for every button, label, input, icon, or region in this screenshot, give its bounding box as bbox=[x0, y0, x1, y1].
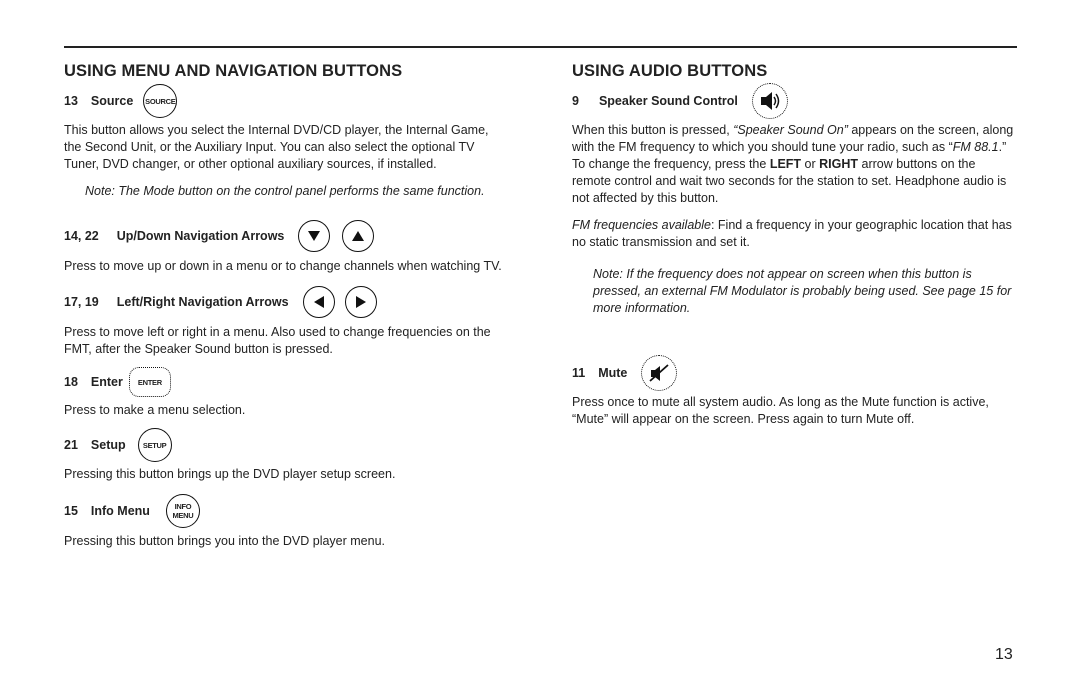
item-number: 17, 19 bbox=[64, 295, 99, 309]
info-icon-text: INFO bbox=[174, 502, 192, 511]
menu-icon-text: MENU bbox=[172, 511, 194, 520]
setup-button-icon bbox=[138, 428, 172, 462]
source-button-icon bbox=[143, 84, 177, 118]
item-label: Setup bbox=[90, 438, 126, 452]
mute-description: Press once to mute all system audio. As long as the Mute function is active, “Mute” will appear on the screen. Press again to turn Mute off. bbox=[572, 395, 989, 426]
setup-icon-text: SETUP bbox=[142, 440, 167, 450]
updown-heading bbox=[64, 218, 504, 254]
mute-heading bbox=[572, 355, 1017, 391]
item-number: 9 bbox=[572, 94, 579, 108]
menu-navigation-section bbox=[64, 60, 504, 550]
item-label: Source bbox=[90, 94, 134, 108]
item-number: 13 bbox=[64, 94, 78, 108]
page-number: 13 bbox=[995, 646, 1013, 663]
section-title-menu-navigation: USING MENU AND NAVIGATION BUTTONS bbox=[64, 62, 403, 80]
item-number: 18 bbox=[64, 375, 78, 389]
item-label: Enter bbox=[90, 375, 123, 389]
section-title-audio: USING AUDIO BUTTONS bbox=[572, 62, 768, 80]
item-label: Speaker Sound Control bbox=[598, 94, 738, 108]
item-number: 14, 22 bbox=[64, 229, 99, 243]
down-arrow-icon bbox=[298, 220, 330, 252]
leftright-heading bbox=[64, 284, 504, 320]
setup-description: Pressing this button brings up the DVD player setup screen. bbox=[64, 467, 396, 481]
speaker-note: Note: If the frequency does not appear on screen when this button is pressed, an external FM Modulator is probably being used. See page 15 for more information. bbox=[593, 267, 1012, 315]
speaker-icon bbox=[752, 83, 788, 119]
enter-icon-text: ENTER bbox=[137, 377, 162, 387]
item-label: Info Menu bbox=[90, 504, 150, 518]
left-arrow-icon bbox=[303, 286, 335, 318]
source-note: Note: The Mode button on the control panel performs the same function. bbox=[85, 184, 485, 198]
source-description: This button allows you select the Internal DVD/CD player, the Internal Game, the Second Unit, or the Auxiliary Input. You can also select the optional TV Tuner, DVD changer, or other optional auxiliary sources, if installed. bbox=[64, 123, 489, 171]
enter-heading bbox=[64, 364, 504, 400]
enter-description: Press to make a menu selection. bbox=[64, 403, 246, 417]
setup-heading bbox=[64, 427, 504, 463]
speaker-heading bbox=[572, 83, 1017, 119]
audio-section bbox=[572, 60, 1017, 428]
right-arrow-icon bbox=[345, 286, 377, 318]
top-rule bbox=[64, 46, 1017, 48]
speaker-description: When this button is pressed, “Speaker Sound On” appears on the screen, along with the FM frequency to which you should tune your radio, such as “FM 88.1.” To change the frequency, press the LEFT or RIGHT arrow buttons on the remote control and wait two seconds for the station to set. Headphone audio is not affected by this button. bbox=[572, 123, 1014, 205]
item-label: Left/Right Navigation Arrows bbox=[116, 295, 289, 309]
mute-icon bbox=[641, 355, 677, 391]
info-menu-description: Pressing this button brings you into the DVD player menu. bbox=[64, 534, 386, 548]
item-label: Up/Down Navigation Arrows bbox=[116, 229, 285, 243]
source-heading bbox=[64, 83, 504, 119]
item-number: 15 bbox=[64, 504, 78, 518]
item-number: 11 bbox=[572, 366, 586, 380]
leftright-description: Press to move left or right in a menu. Also used to change frequencies on the FMT, after the Speaker Sound button is pressed. bbox=[64, 325, 491, 356]
item-label: Mute bbox=[598, 366, 628, 380]
source-icon-text: SOURCE bbox=[145, 96, 176, 106]
up-arrow-icon bbox=[342, 220, 374, 252]
enter-button-icon bbox=[129, 367, 171, 397]
fm-frequencies-text: FM frequencies available: Find a frequency in your geographic location that has no static transmission and set it. bbox=[572, 218, 1012, 249]
updown-description: Press to move up or down in a menu or to change channels when watching TV. bbox=[64, 259, 502, 273]
info-menu-button-icon bbox=[166, 494, 200, 528]
info-menu-heading bbox=[64, 493, 504, 529]
item-number: 21 bbox=[64, 438, 78, 452]
